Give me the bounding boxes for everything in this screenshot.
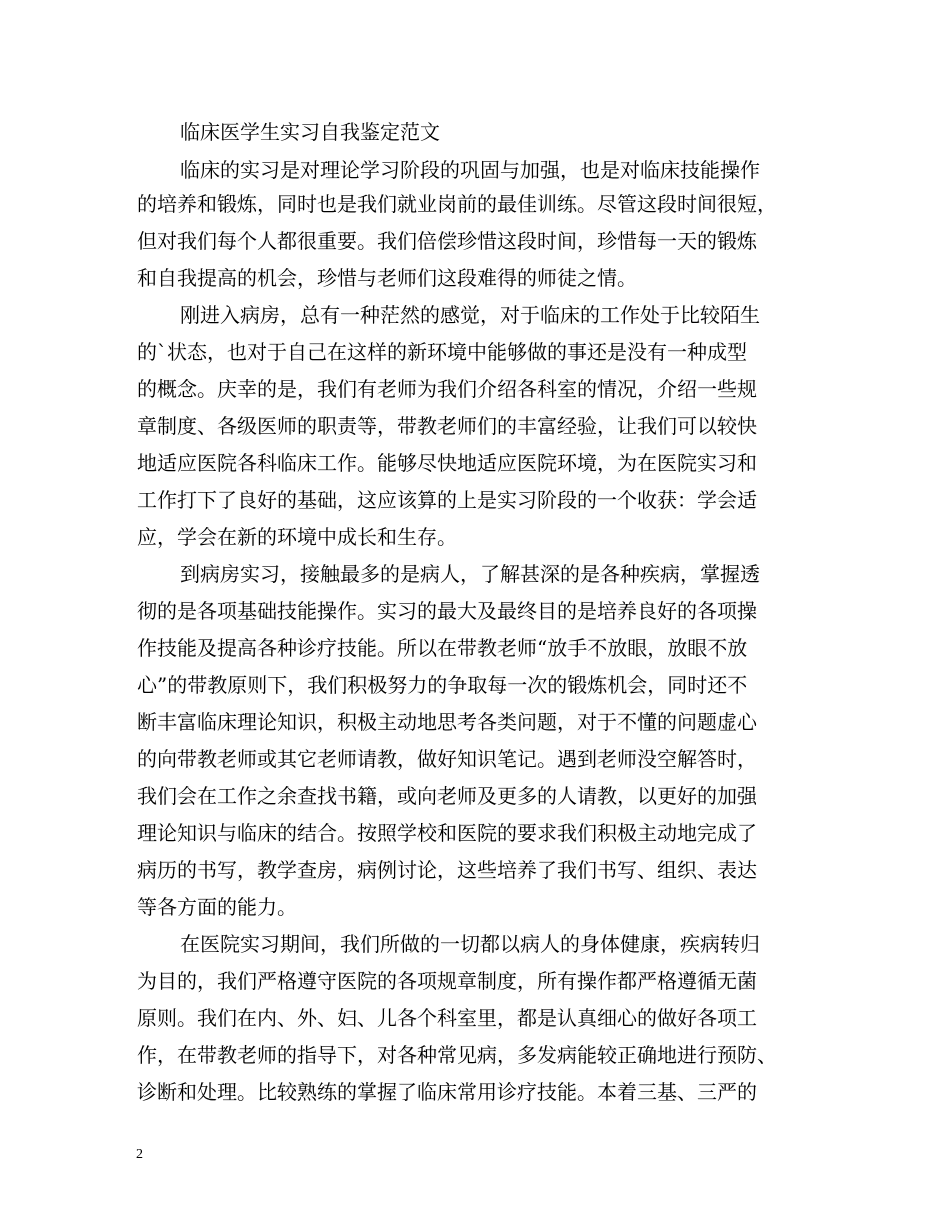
paragraph-3-line-5: 断丰富临床理论知识，积极主动地思考各类问题，对于不懂的问题虚心 [137,710,757,734]
paragraph-2-line-7: 应，学会在新的环境中成长和生存。 [137,525,457,549]
paragraph-3-line-3: 作技能及提高各种诊疗技能。所以在带教老师“放手不放眼，放眼不放 [137,636,748,660]
paragraph-1-line-4: 和自我提高的机会，珍惜与老师们这段难得的师徒之情。 [137,266,637,290]
paragraph-2-line-1: 刚进入病房，总有一种茫然的感觉，对于临床的工作处于比较陌生 [180,303,760,327]
paragraph-4-line-3: 原则。我们在内、外、妇、儿各个科室里，都是认真细心的做好各项工 [137,1006,757,1030]
paragraph-3-line-6: 的向带教老师或其它老师请教，做好知识笔记。遇到老师没空解答时， [137,747,757,771]
paragraph-1-line-3: 但对我们每个人都很重要。我们倍偿珍惜这段时间，珍惜每一天的锻炼 [137,229,757,253]
paragraph-2-line-4: 章制度、各级医师的职责等，带教老师们的丰富经验，让我们可以较快 [137,414,757,438]
page-number: 2 [136,1147,143,1162]
paragraph-4-line-2: 为目的，我们严格遵守医院的各项规章制度，所有操作都严格遵循无菌 [137,969,757,993]
paragraph-3-line-4: 心”的带教原则下，我们积极努力的争取每一次的锻炼机会，同时还不 [137,673,748,697]
paragraph-3-line-7: 我们会在工作之余查找书籍，或向老师及更多的人请教，以更好的加强 [137,784,757,808]
paragraph-3-line-10: 等各方面的能力。 [137,895,297,919]
paragraph-3-line-1: 到病房实习，接触最多的是病人，了解甚深的是各种疾病，掌握透 [180,562,760,586]
paragraph-2-line-5: 地适应医院各科临床工作。能够尽快地适应医院环境，为在医院实习和 [137,451,757,475]
paragraph-3-line-8: 理论知识与临床的结合。按照学校和医院的要求我们积极主动地完成了 [137,821,757,845]
paragraph-4-line-1: 在医院实习期间，我们所做的一切都以病人的身体健康，疾病转归 [180,932,760,956]
paragraph-3-line-2: 彻的是各项基础技能操作。实习的最大及最终目的是培养良好的各项操 [137,599,757,623]
paragraph-4-line-4: 作，在带教老师的指导下，对各种常见病，多发病能较正确地进行预防、 [137,1043,777,1067]
paragraph-2-line-2: 的`状态，也对于自己在这样的新环境中能够做的事还是没有一种成型 [137,340,747,364]
paragraph-2-line-6: 工作打下了良好的基础，这应该算的上是实习阶段的一个收获：学会适 [137,488,757,512]
paragraph-1-line-1: 临床的实习是对理论学习阶段的巩固与加强，也是对临床技能操作 [180,158,760,182]
paragraph-1-line-2: 的培养和锻炼，同时也是我们就业岗前的最佳训练。尽管这段时间很短， [137,192,777,216]
paragraph-2-line-3: 的概念。庆幸的是，我们有老师为我们介绍各科室的情况，介绍一些规 [137,377,757,401]
document-title: 临床医学生实习自我鉴定范文 [180,120,440,144]
paragraph-3-line-9: 病历的书写，教学查房，病例讨论，这些培养了我们书写、组织、表达 [137,858,757,882]
paragraph-4-line-5: 诊断和处理。比较熟练的掌握了临床常用诊疗技能。本着三基、三严的 [137,1080,757,1104]
